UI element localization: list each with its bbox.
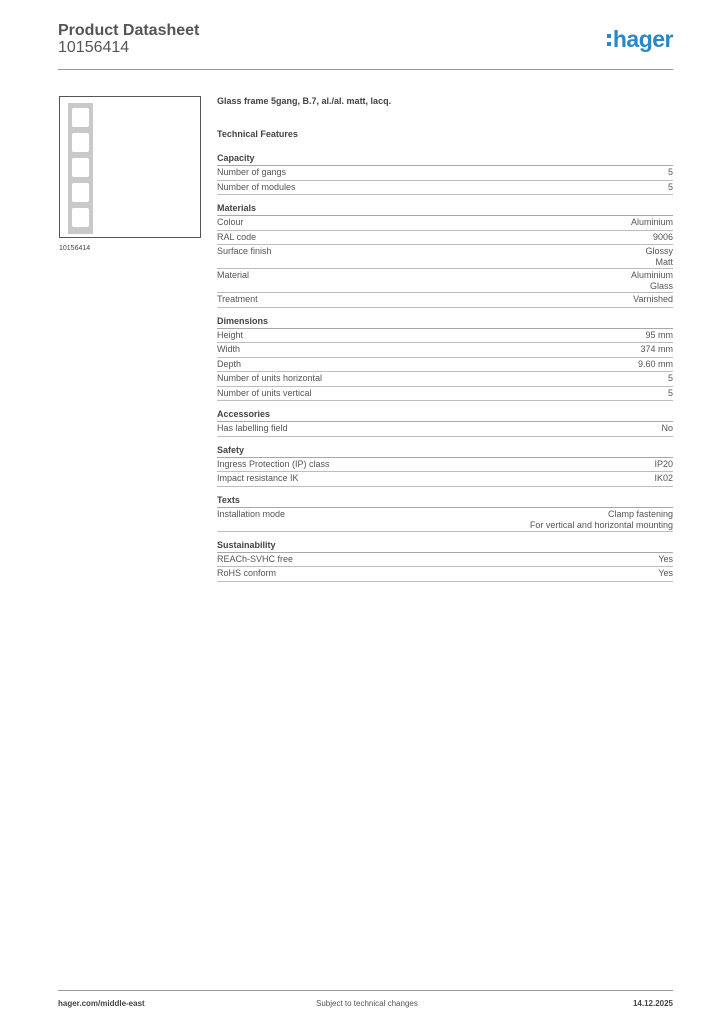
- spec-label: Ingress Protection (IP) class: [217, 458, 330, 469]
- spec-label: Height: [217, 329, 244, 340]
- section-dimensions: [217, 316, 673, 402]
- spec-label: Number of modules: [217, 181, 296, 192]
- spec-value: 5: [667, 387, 673, 398]
- section-title: Safety: [217, 445, 673, 458]
- spec-row: [217, 553, 673, 568]
- spec-value: Aluminium: [630, 217, 673, 227]
- frame-slot: [72, 133, 89, 152]
- spec-label: Surface finish: [217, 246, 272, 256]
- logo-text: hager: [612, 26, 673, 52]
- spec-value: 374 mm: [640, 344, 673, 354]
- spec-label: RAL code: [217, 231, 257, 242]
- spec-value: Yes: [658, 553, 673, 564]
- frame-slot: [72, 183, 89, 202]
- section-safety: [217, 445, 673, 487]
- spec-label: REACh-SVHC free: [217, 553, 294, 564]
- spec-row: [217, 329, 673, 344]
- frame-slot: [72, 208, 89, 227]
- spec-value: 5: [667, 373, 673, 383]
- spec-row: [217, 508, 673, 532]
- spec-row: [217, 343, 673, 358]
- spec-row: [217, 245, 673, 269]
- spec-value: Yes: [658, 568, 673, 578]
- spec-value: Varnished: [633, 294, 673, 304]
- spec-value: Aluminium Glass: [630, 270, 673, 291]
- product-title: Glass frame 5gang, B.7, al./al. matt, lacq.: [217, 96, 392, 106]
- footer-notice: Subject to technical changes: [316, 999, 418, 1008]
- technical-content: [217, 96, 673, 590]
- spec-label: Has labelling field: [217, 423, 288, 433]
- page-footer: [58, 990, 673, 1008]
- spec-row: [217, 166, 673, 181]
- section-title: Accessories: [217, 409, 673, 422]
- spec-value: Clamp fastening For vertical and horizontal mounting: [529, 508, 673, 530]
- spec-row: [217, 216, 673, 231]
- spec-label: Impact resistance IK: [217, 473, 299, 483]
- product-image: [59, 96, 201, 238]
- spec-row: [217, 458, 673, 473]
- spec-value: No: [661, 423, 673, 433]
- spec-label: RoHS conform: [217, 568, 277, 578]
- spec-row: [217, 231, 673, 246]
- spec-row: [217, 387, 673, 402]
- spec-value: IK02: [654, 473, 673, 483]
- glass-frame-5gang-illustration: [68, 103, 93, 234]
- spec-label: Depth: [217, 358, 242, 369]
- spec-row: [217, 181, 673, 196]
- spec-label: Number of gangs: [217, 167, 287, 177]
- spec-value: 5: [667, 181, 673, 192]
- spec-label: Number of units vertical: [217, 387, 312, 398]
- footer-date: 14.12.2025: [632, 999, 673, 1008]
- logo-dots-icon: [607, 34, 611, 46]
- section-accessories: [217, 409, 673, 437]
- frame-slot: [72, 108, 89, 127]
- feature-sections: [217, 153, 673, 582]
- spec-value: 95 mm: [645, 329, 673, 340]
- spec-value: 9006: [652, 231, 673, 242]
- spec-row: [217, 293, 673, 308]
- page-header: [58, 20, 673, 70]
- spec-label: Colour: [217, 217, 244, 227]
- section-texts: [217, 495, 673, 532]
- spec-row: [217, 372, 673, 387]
- section-materials: [217, 203, 673, 308]
- footer-website: hager.com/middle-east: [58, 999, 145, 1008]
- hager-logo: [607, 26, 673, 53]
- spec-value: IP20: [654, 458, 673, 469]
- spec-row: [217, 358, 673, 373]
- spec-label: Installation mode: [217, 508, 286, 519]
- section-title: Materials: [217, 203, 673, 216]
- spec-value: 9.60 mm: [637, 358, 673, 369]
- spec-label: Treatment: [217, 294, 258, 304]
- section-title: Capacity: [217, 153, 673, 166]
- spec-row: [217, 269, 673, 293]
- frame-slot: [72, 158, 89, 177]
- spec-label: Material: [217, 270, 250, 280]
- section-sustainability: [217, 540, 673, 582]
- section-title: Dimensions: [217, 316, 673, 329]
- spec-row: [217, 472, 673, 487]
- image-caption: 10156414: [59, 245, 91, 252]
- product-number: 10156414: [58, 39, 130, 56]
- spec-label: Number of units horizontal: [217, 373, 323, 383]
- section-capacity: [217, 153, 673, 195]
- section-title: Texts: [217, 495, 673, 508]
- document-title: Product Datasheet: [58, 22, 200, 39]
- spec-value: Glossy Matt: [645, 246, 673, 267]
- section-title: Sustainability: [217, 540, 673, 553]
- spec-label: Width: [217, 344, 241, 354]
- spec-row: [217, 567, 673, 582]
- spec-row: [217, 422, 673, 437]
- features-heading: Technical Features: [217, 129, 298, 139]
- spec-value: 5: [667, 167, 673, 177]
